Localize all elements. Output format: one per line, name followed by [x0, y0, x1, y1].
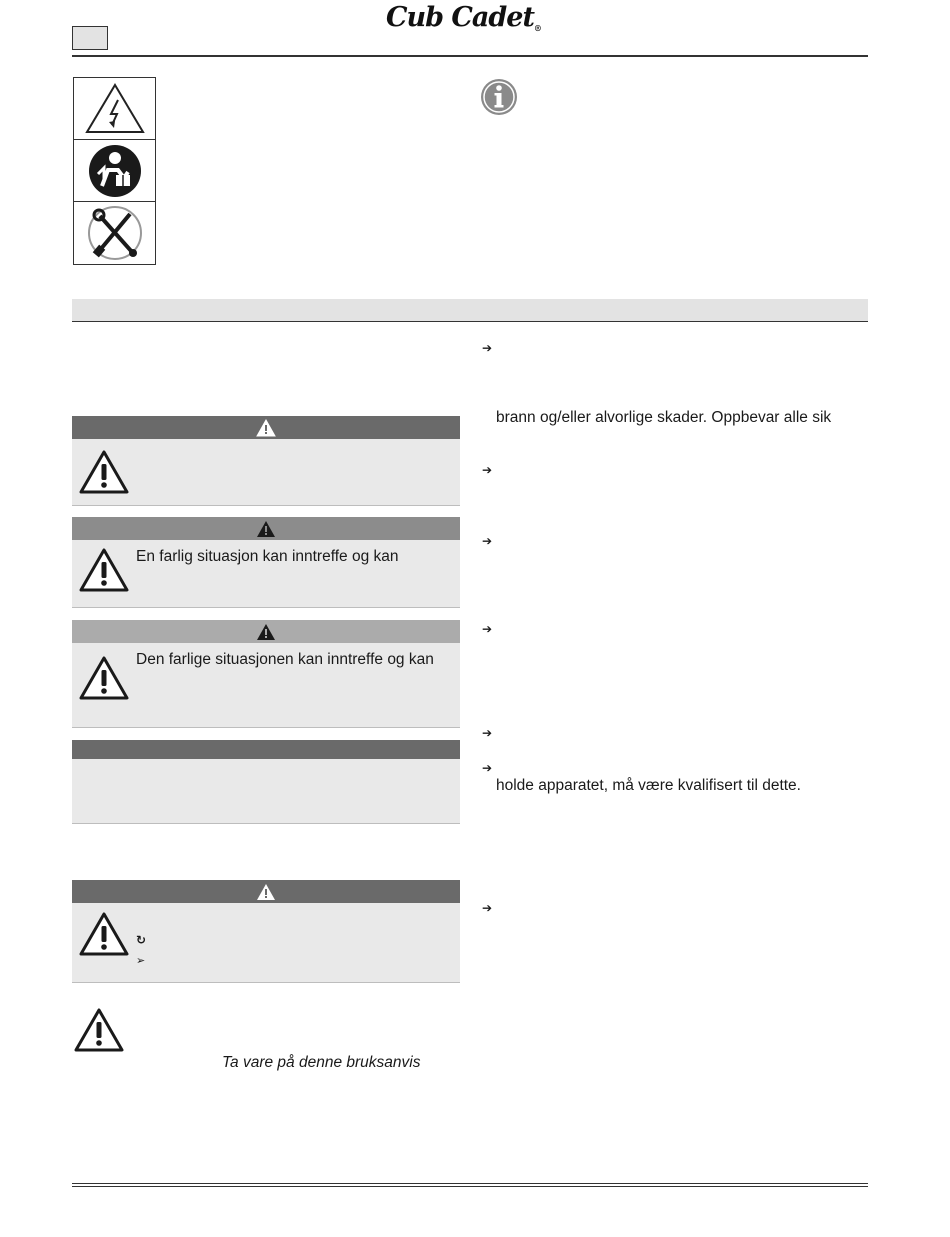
brand-logo: Cub Cadet® [386, 2, 541, 33]
warning-box-header [72, 620, 460, 643]
step-bullet-icon: ➢ [136, 955, 146, 967]
arrow-bullet-icon: ➔ [482, 534, 493, 548]
warning-box-danger [72, 416, 460, 506]
warning-triangle-icon [78, 547, 130, 593]
symbol-column [73, 77, 156, 265]
arrow-bullet-icon: ➔ [482, 761, 493, 775]
arrow-bullet-icon: ➔ [482, 622, 493, 636]
page-number-box [72, 26, 108, 50]
footer-rule [72, 1183, 868, 1184]
warning-text: En farlig situasjon kan inntreffe og kan [136, 548, 399, 565]
arrow-bullet-icon: ➔ [482, 901, 493, 915]
arrow-bullet-icon: ➔ [482, 341, 493, 355]
electric-hazard-icon [74, 78, 155, 140]
info-icon [480, 78, 518, 116]
no-tools-icon [74, 202, 155, 264]
notice-box-header [72, 740, 460, 759]
safety-text-line: holde apparatet, må være kvalifisert til dette. [496, 777, 801, 794]
warning-triangle-icon [73, 1007, 125, 1053]
arrow-bullet-icon: ➔ [482, 726, 493, 740]
warning-triangle-icon [78, 449, 130, 495]
result-bullet-icon: ↻ [136, 933, 147, 947]
arrow-bullet-icon: ➔ [482, 463, 493, 477]
read-manual-icon [74, 140, 155, 202]
warning-box-general [72, 880, 460, 983]
warning-small-icon [256, 623, 276, 641]
safety-text-line: brann og/eller alvorlige skader. Oppbevar alle sik [496, 409, 832, 426]
warning-box-header [72, 416, 460, 439]
keep-manual-note: Ta vare på denne bruksanvis [222, 1054, 421, 1071]
warning-box-warning [72, 517, 460, 608]
warning-small-icon [256, 883, 276, 901]
header-rule [72, 55, 868, 57]
footer-rule [72, 1186, 868, 1187]
warning-box-header [72, 880, 460, 903]
section-heading-bar [72, 299, 868, 322]
warning-small-icon [256, 419, 276, 437]
warning-small-icon [256, 520, 276, 538]
warning-box-caution [72, 620, 460, 728]
notice-box [72, 740, 460, 824]
warning-box-header [72, 517, 460, 540]
warning-text: Den farlige situasjonen kan inntreffe og kan [136, 651, 434, 668]
warning-triangle-icon [78, 911, 130, 957]
warning-triangle-icon [78, 655, 130, 701]
